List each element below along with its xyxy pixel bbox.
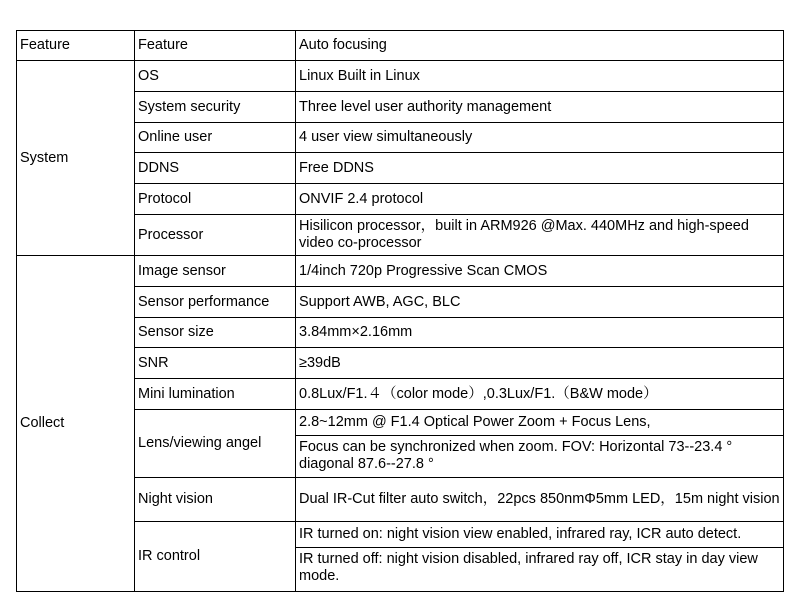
feature-cell: DDNS (135, 153, 296, 184)
table-header-row (17, 31, 784, 61)
value-cell: Dual IR-Cut filter auto switch，22pcs 850nmΦ5mm LED，15m night vision (296, 478, 784, 522)
feature-cell: SNR (135, 348, 296, 379)
feature-cell: Sensor size (135, 318, 296, 348)
header-value: Auto focusing (296, 31, 784, 61)
value-cell: 0.8Lux/F1.４（color mode）,0.3Lux/F1.（B&W mode） (296, 379, 784, 410)
value-cell: Focus can be synchronized when zoom. FOV: Horizontal 73--23.4 ° diagonal 87.6--27.8 ° (296, 436, 784, 478)
value-cell: Support AWB, AGC, BLC (296, 287, 784, 318)
feature-cell: Processor (135, 215, 296, 256)
feature-cell: System security (135, 92, 296, 123)
section-label-system: System (17, 61, 135, 256)
value-cell: IR turned off: night vision disabled, infrared ray off, ICR stay in day view mode. (296, 548, 784, 592)
feature-cell: Sensor performance (135, 287, 296, 318)
table-row (17, 256, 784, 287)
value-cell: IR turned on: night vision view enabled, infrared ray, ICR auto detect. (296, 522, 784, 548)
feature-cell: Lens/viewing angel (135, 410, 296, 478)
feature-cell: Protocol (135, 184, 296, 215)
feature-cell: Mini lumination (135, 379, 296, 410)
value-cell: Free DDNS (296, 153, 784, 184)
feature-cell: Image sensor (135, 256, 296, 287)
section-label-collect: Collect (17, 256, 135, 592)
feature-cell: Night vision (135, 478, 296, 522)
feature-cell: Online user (135, 123, 296, 153)
feature-cell: OS (135, 61, 296, 92)
value-cell: 1/4inch 720p Progressive Scan CMOS (296, 256, 784, 287)
value-cell: Linux Built in Linux (296, 61, 784, 92)
value-cell: 3.84mm×2.16mm (296, 318, 784, 348)
spec-table (16, 30, 784, 592)
value-cell: ONVIF 2.4 protocol (296, 184, 784, 215)
table-row (17, 61, 784, 92)
value-cell: ≥39dB (296, 348, 784, 379)
header-feature: Feature (135, 31, 296, 61)
value-cell: Hisilicon processor，built in ARM926 @Max. 440MHz and high-speed video co-processor (296, 215, 784, 256)
value-cell: 4 user view simultaneously (296, 123, 784, 153)
header-category: Feature (17, 31, 135, 61)
value-cell: Three level user authority management (296, 92, 784, 123)
value-cell: 2.8~12mm @ F1.4 Optical Power Zoom + Focus Lens, (296, 410, 784, 436)
feature-cell: IR control (135, 522, 296, 592)
